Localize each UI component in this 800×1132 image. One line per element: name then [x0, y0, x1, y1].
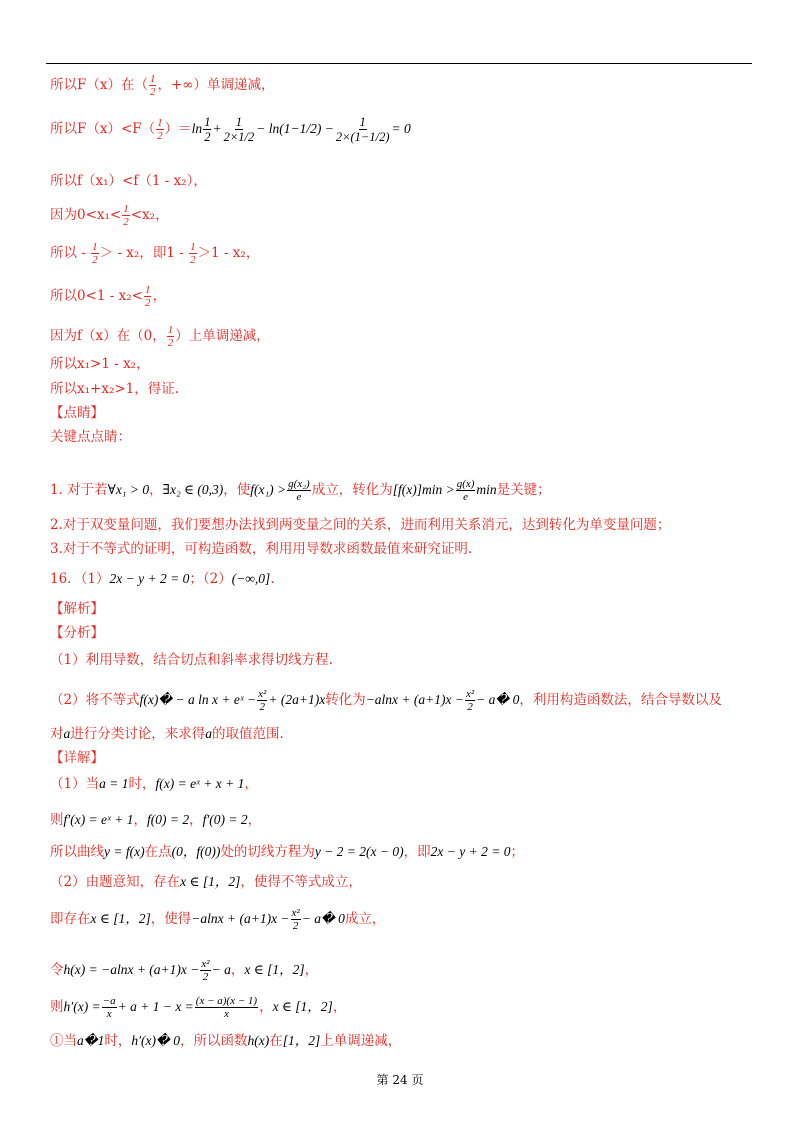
- text-line-l7: [50, 324, 270, 349]
- text-line-l14: [50, 540, 472, 558]
- text-span: 所以曲线: [50, 844, 104, 860]
- text-line-l8: [50, 355, 150, 373]
- fraction-numerator: 1: [149, 73, 156, 85]
- fraction: [200, 958, 210, 983]
- math-expression: 2x − y + 2 = 0: [430, 844, 511, 859]
- text-span: ，使得不等式成立，: [240, 874, 362, 890]
- fraction-denominator: 2: [202, 971, 209, 983]
- text-span: 【分析】: [50, 625, 104, 641]
- text-span: 时，: [104, 1033, 132, 1049]
- fraction-numerator: g(x): [456, 478, 475, 490]
- text-span: .: [270, 571, 275, 587]
- math-expression: h(x) = −alnx + (a+1)x −: [63, 962, 200, 977]
- fraction-numerator: g(x₂): [288, 478, 310, 490]
- text-line-l19: [50, 688, 722, 713]
- fraction: [167, 324, 175, 349]
- text-line-l20: [50, 725, 284, 743]
- text-span: 所以F（x）<F（: [50, 121, 156, 137]
- fraction-numerator: x²: [258, 688, 267, 700]
- fraction-numerator: 1: [144, 284, 151, 296]
- fraction: [102, 995, 117, 1020]
- text-span: ，: [189, 812, 203, 828]
- text-span: ，: [152, 288, 166, 304]
- math-expression: y = f(x): [104, 844, 145, 859]
- text-line-l5: [50, 241, 259, 266]
- text-line-l26: [50, 907, 385, 932]
- math-expression: + a + 1 − x =: [117, 999, 194, 1014]
- fraction: [203, 115, 211, 144]
- text-line-l4: [50, 203, 169, 228]
- math-expression: f′(0) = 2: [202, 812, 248, 827]
- text-line-l16: [50, 600, 104, 618]
- text-span: 令: [50, 962, 64, 978]
- math-expression: (0，f(0)): [171, 844, 221, 859]
- fraction: [122, 203, 130, 228]
- fraction-denominator: 2: [292, 920, 299, 932]
- fraction-denominator: 2: [467, 701, 473, 713]
- math-expression: h(x): [247, 1033, 270, 1048]
- math-expression: x ∈ [1，2]: [90, 911, 151, 926]
- fraction-numerator: (x − a)(x − 1): [195, 995, 258, 1007]
- text-line-l15: [50, 570, 275, 588]
- text-span: （1）利用导数，结合切点和斜率求得切线方程.: [50, 652, 333, 668]
- math-expression: h′(x)� 0: [131, 1033, 180, 1048]
- text-span: 关键点点睛：: [50, 429, 131, 445]
- text-line-l24: [50, 843, 524, 861]
- math-expression: x ∈ [1，2]: [180, 874, 241, 889]
- text-line-l12: [50, 478, 551, 503]
- math-expression: x ∈ [1，2]: [272, 999, 333, 1014]
- fraction-denominator: 2: [149, 86, 156, 98]
- page-number: 第 24 页: [376, 1073, 424, 1087]
- text-line-l2: [50, 115, 411, 144]
- fraction-denominator: e: [296, 491, 302, 503]
- text-span: ，: [304, 962, 319, 978]
- text-line-l27: [50, 958, 318, 983]
- fraction: [156, 117, 164, 142]
- text-line-l10: [50, 404, 104, 422]
- fraction-denominator: x: [106, 1008, 112, 1020]
- math-expression: y − 2 = 2(x − 0): [314, 844, 404, 859]
- text-span: 2.对于双变量问题，我们要想办法找到两变量之间的关系，进而利用关系消元，达到转化为单变量问题；: [50, 517, 671, 533]
- text-span: 所以0<1 - x₂<: [50, 288, 143, 304]
- fraction-numerator: x²: [201, 958, 210, 970]
- fraction-denominator: 2×(1−1/2): [335, 130, 390, 144]
- math-expression: −alnx + (a+1)x −: [191, 911, 290, 926]
- math-expression: ln: [191, 121, 203, 136]
- text-span: 转化为: [325, 692, 366, 708]
- fraction-numerator: 1: [123, 203, 129, 215]
- math-expression: 2x − y + 2 = 0: [109, 571, 190, 586]
- fraction-numerator: 1: [167, 324, 174, 336]
- math-expression: + (2a+1)x: [268, 692, 326, 707]
- math-expression: − ln(1−1/2) −: [256, 121, 334, 136]
- text-span: ；: [510, 844, 524, 860]
- text-span: （2）将不等式: [50, 692, 140, 708]
- math-expression: +: [212, 121, 222, 136]
- text-span: ，使得: [150, 911, 192, 927]
- math-expression: − a: [211, 962, 231, 977]
- text-line-l21: [50, 749, 104, 767]
- text-span: 进行分类讨论，来求得: [70, 726, 206, 742]
- text-span: 处的切线方程为: [220, 844, 315, 860]
- math-expression: f′(x) = eˣ + 1: [63, 812, 134, 827]
- math-expression: − a� 0: [476, 692, 520, 707]
- text-span: 对: [50, 726, 64, 742]
- text-line-l28: [50, 995, 346, 1020]
- text-span: ＞ - x₂，即1 -: [99, 245, 189, 261]
- math-expression: [f(x)]min >: [392, 482, 455, 497]
- fraction: [189, 241, 197, 266]
- fraction-denominator: 2: [123, 216, 129, 228]
- text-span: 时，: [128, 776, 156, 792]
- text-span: （2）由题意知，存在: [50, 874, 181, 890]
- text-span: 【点睛】: [50, 405, 104, 421]
- fraction-numerator: 1: [92, 241, 98, 253]
- text-span: 因为f（x）在（0，: [50, 328, 166, 344]
- text-line-l6: [50, 284, 166, 309]
- fraction: [465, 688, 475, 713]
- text-span: 所以 -: [50, 245, 91, 261]
- fraction-numerator: 1: [204, 115, 211, 129]
- math-expression: [1，2]: [282, 1033, 321, 1048]
- text-span: 则: [50, 999, 64, 1015]
- math-expression: = 0: [391, 121, 411, 136]
- text-span: ，: [230, 962, 245, 978]
- text-span: ，: [244, 776, 258, 792]
- text-span: <x₂，: [130, 207, 169, 223]
- math-expression: (−∞,0]: [231, 571, 271, 586]
- fraction-denominator: 2: [157, 130, 163, 142]
- math-expression: min: [476, 482, 497, 497]
- text-span: 1. 对于若: [50, 482, 108, 498]
- text-span: ）＝: [164, 121, 192, 137]
- text-span: （1）当: [50, 776, 100, 792]
- text-span: 则: [50, 812, 64, 828]
- fraction-denominator: e: [463, 491, 468, 503]
- text-span: ，: [259, 999, 273, 1015]
- text-span: ＞1 - x₂，: [197, 245, 260, 261]
- text-span: ；（2）: [189, 571, 232, 587]
- text-span: ，: [133, 812, 147, 828]
- fraction: [287, 478, 311, 503]
- text-line-l17: [50, 624, 104, 642]
- fraction: [223, 115, 256, 144]
- math-expression: ∃x₂ ∈ (0,3): [162, 482, 224, 497]
- math-expression: f(x)� − a ln x + eˣ −: [139, 692, 257, 707]
- math-expression: h′(x) =: [63, 999, 101, 1014]
- text-span: 所以f（x₁）<f（1 - x₂），: [50, 173, 207, 189]
- fraction: [195, 995, 258, 1020]
- math-expression: − a� 0: [301, 911, 345, 926]
- text-span: 的取值范围.: [212, 726, 284, 742]
- fraction-denominator: 2: [204, 130, 211, 144]
- text-line-l13: [50, 516, 670, 534]
- fraction-denominator: 2: [92, 254, 98, 266]
- math-expression: ∀x₁ > 0: [107, 482, 150, 497]
- fraction: [291, 907, 301, 932]
- text-line-l18: [50, 651, 333, 669]
- text-span: 成立，: [344, 911, 386, 927]
- fraction: [144, 284, 152, 309]
- text-span: 【详解】: [50, 750, 104, 766]
- fraction-denominator: 2: [167, 337, 174, 349]
- text-span: ，: [247, 812, 262, 828]
- text-span: ，所以函数: [180, 1033, 248, 1049]
- math-expression: a: [205, 726, 212, 741]
- text-span: 【解析】: [50, 601, 104, 617]
- header-rule: [46, 63, 752, 64]
- text-line-l22: [50, 775, 258, 793]
- text-span: 在点: [144, 844, 172, 860]
- math-expression: −alnx + (a+1)x −: [365, 692, 464, 707]
- math-expression: f(x) = eˣ + x + 1: [155, 776, 245, 791]
- fraction-denominator: 2: [259, 701, 266, 713]
- text-span: 是关键；: [496, 482, 551, 498]
- math-expression: a = 1: [99, 776, 129, 791]
- text-span: ，: [332, 999, 347, 1015]
- math-expression: f(0) = 2: [146, 812, 190, 827]
- fraction-denominator: 2: [144, 297, 151, 309]
- text-line-l1: [50, 73, 275, 98]
- text-span: ，: [149, 482, 163, 498]
- text-span: 16．（1）: [50, 571, 110, 587]
- text-line-l29: [50, 1032, 401, 1050]
- text-span: ①当: [50, 1033, 77, 1049]
- text-line-l11: [50, 428, 131, 446]
- fraction-denominator: 2×1/2: [223, 130, 255, 144]
- math-expression: x ∈ [1，2]: [244, 962, 305, 977]
- fraction-denominator: 2: [190, 254, 196, 266]
- text-line-l3: [50, 172, 207, 190]
- fraction: [149, 73, 157, 98]
- text-span: ）上单调递减，: [175, 328, 270, 344]
- fraction-denominator: x: [223, 1008, 229, 1020]
- fraction-numerator: 1: [190, 241, 196, 253]
- fraction-numerator: x²: [465, 688, 475, 700]
- text-span: ，即: [403, 844, 431, 860]
- text-span: ，利用构造函数法，结合导数以及: [519, 692, 722, 708]
- text-span: 所以x₁>1 - x₂，: [50, 356, 150, 372]
- fraction: [257, 688, 267, 713]
- fraction-numerator: 1: [359, 115, 366, 129]
- fraction: [335, 115, 391, 144]
- text-span: 上单调递减，: [320, 1033, 402, 1049]
- math-expression: a: [63, 726, 71, 741]
- fraction: [91, 241, 99, 266]
- fraction-numerator: x²: [291, 907, 300, 919]
- text-span: ，使: [223, 482, 251, 498]
- math-expression: a�1: [77, 1033, 105, 1048]
- text-line-l9: [50, 380, 179, 398]
- text-span: 3.对于不等式的证明，可构造函数，利用用导数求函数最值来研究证明.: [50, 541, 473, 557]
- fraction-numerator: 1: [235, 115, 243, 129]
- fraction-numerator: −a: [102, 995, 116, 1007]
- text-span: 所以x₁+x₂>1，得证.: [50, 381, 180, 397]
- text-line-l25: [50, 873, 362, 891]
- text-span: 在: [269, 1033, 283, 1049]
- text-line-l23: [50, 811, 261, 829]
- text-span: ，+∞）单调递减，: [157, 77, 275, 93]
- text-span: 即存在: [50, 911, 91, 927]
- fraction: [456, 478, 476, 503]
- text-span: 因为0<x₁<: [50, 207, 122, 223]
- fraction-numerator: 1: [157, 117, 163, 129]
- math-expression: f(x₁) >: [250, 482, 287, 497]
- text-span: 成立，转化为: [311, 482, 393, 498]
- text-span: 所以F（x）在（: [50, 77, 148, 93]
